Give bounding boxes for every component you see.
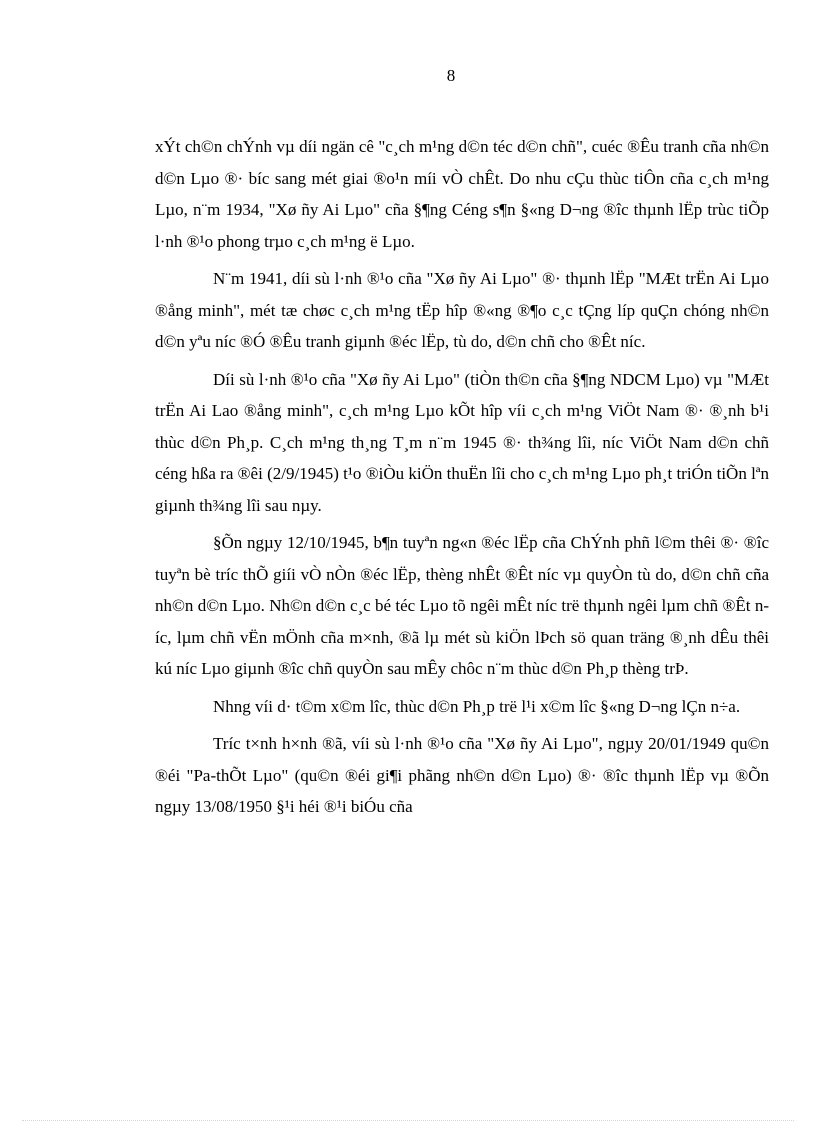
paragraph-4: §Õn ngµy 12/10/1945, b¶n tuyªn ng«n ®éc lËp cña ChÝnh phñ l©m thêi ®· ®îc tuyªn bè tríc thÕ giíi vÒ nÒn ®éc lËp, thèng nhÊt ®Êt níc vµ quyÒn tù do, d©n chñ cña nh©n d©n Lµo. Nh©n d©n c¸c bé téc Lµo tõ ngêi mÊt níc trë thµnh ngêi lµm chñ ®Êt níc, lµm chñ vËn mÖnh cña m×nh, ®ã lµ mét sù kiÖn lÞch sö quan träng ®¸nh dÊu thêi kú níc Lµo giµnh ®îc chñ quyÒn sau mÊy chôc n¨m thùc d©n Ph¸p thèng trÞ. <box>155 533 769 678</box>
paragraph-3: Díi sù l·nh ®¹o cña "Xø ñy Ai Lµo" (tiÒn th©n cña §¶ng NDCM Lµo) vµ "MÆt trËn Ai Lao ®ång minh", c¸ch m¹ng Lµo kÕt hîp víi c¸ch m¹ng ViÖt Nam ®· ®¸nh b¹i thùc d©n Ph¸p. C¸ch m¹ng th¸ng T¸m n¨m 1945 ®· th¾ng lîi, níc ViÖt Nam d©n chñ céng hßa ra ®êi (2/9/1945) t¹o ®iÒu kiÖn thuËn lîi cho c¸ch m¹ng Lµo ph¸t triÓn tiÕn lªn giµnh th¾ng lîi sau nµy. <box>155 369 769 515</box>
page-number: 8 <box>446 66 456 85</box>
paragraph-5: Nhng víi d· t©m x©m lîc, thùc d©n Ph¸p trë l¹i x©m lîc §«ng D¬ng lÇn n÷a. <box>213 696 741 716</box>
paragraph-2: N¨m 1941, díi sù l·nh ®¹o cña "Xø ñy Ai Lµo" ®· thµnh lËp "MÆt trËn Ai Lµo ®ång minh", mét tæ chøc c¸ch m¹ng tËp hîp ®«ng ®¶o c¸c tÇng líp quÇn chóng nh©n d©n yªu níc ®Ó ®Êu tranh giµnh ®éc lËp, tù do, d©n chñ cho ®Êt níc. <box>155 269 769 351</box>
paragraph-1: xÝt ch©n chÝnh vµ díi ngän cê "c¸ch m¹ng d©n téc d©n chñ", cuéc ®Êu tranh cña nh©n d©n Lµo ®· bíc sang mét giai ®o¹n míi vÒ chÊt. Do nhu cÇu thùc tiÔn cña c¸ch m¹ng Lµo, n¨m 1934, "Xø ñy Ai Lµo" cña §¶ng Céng s¶n §«ng D¬ng ®îc thµnh lËp trùc tiÕp l·nh ®¹o phong trµo c¸ch m¹ng ë Lµo. <box>155 137 769 251</box>
body-text <box>155 131 769 829</box>
paragraph-6: Tríc t×nh h×nh ®ã, víi sù l·nh ®¹o cña "Xø ñy Ai Lµo", ngµy 20/01/1949 qu©n ®éi "Pa-thÕt Lµo" (qu©n ®éi gi¶i phãng nh©n d©n Lµo) ®· ®îc thµnh lËp vµ ®Õn ngµy 13/08/1950 §¹i héi ®¹i biÓu cña <box>155 734 769 816</box>
page-bottom-rule <box>22 1120 794 1121</box>
